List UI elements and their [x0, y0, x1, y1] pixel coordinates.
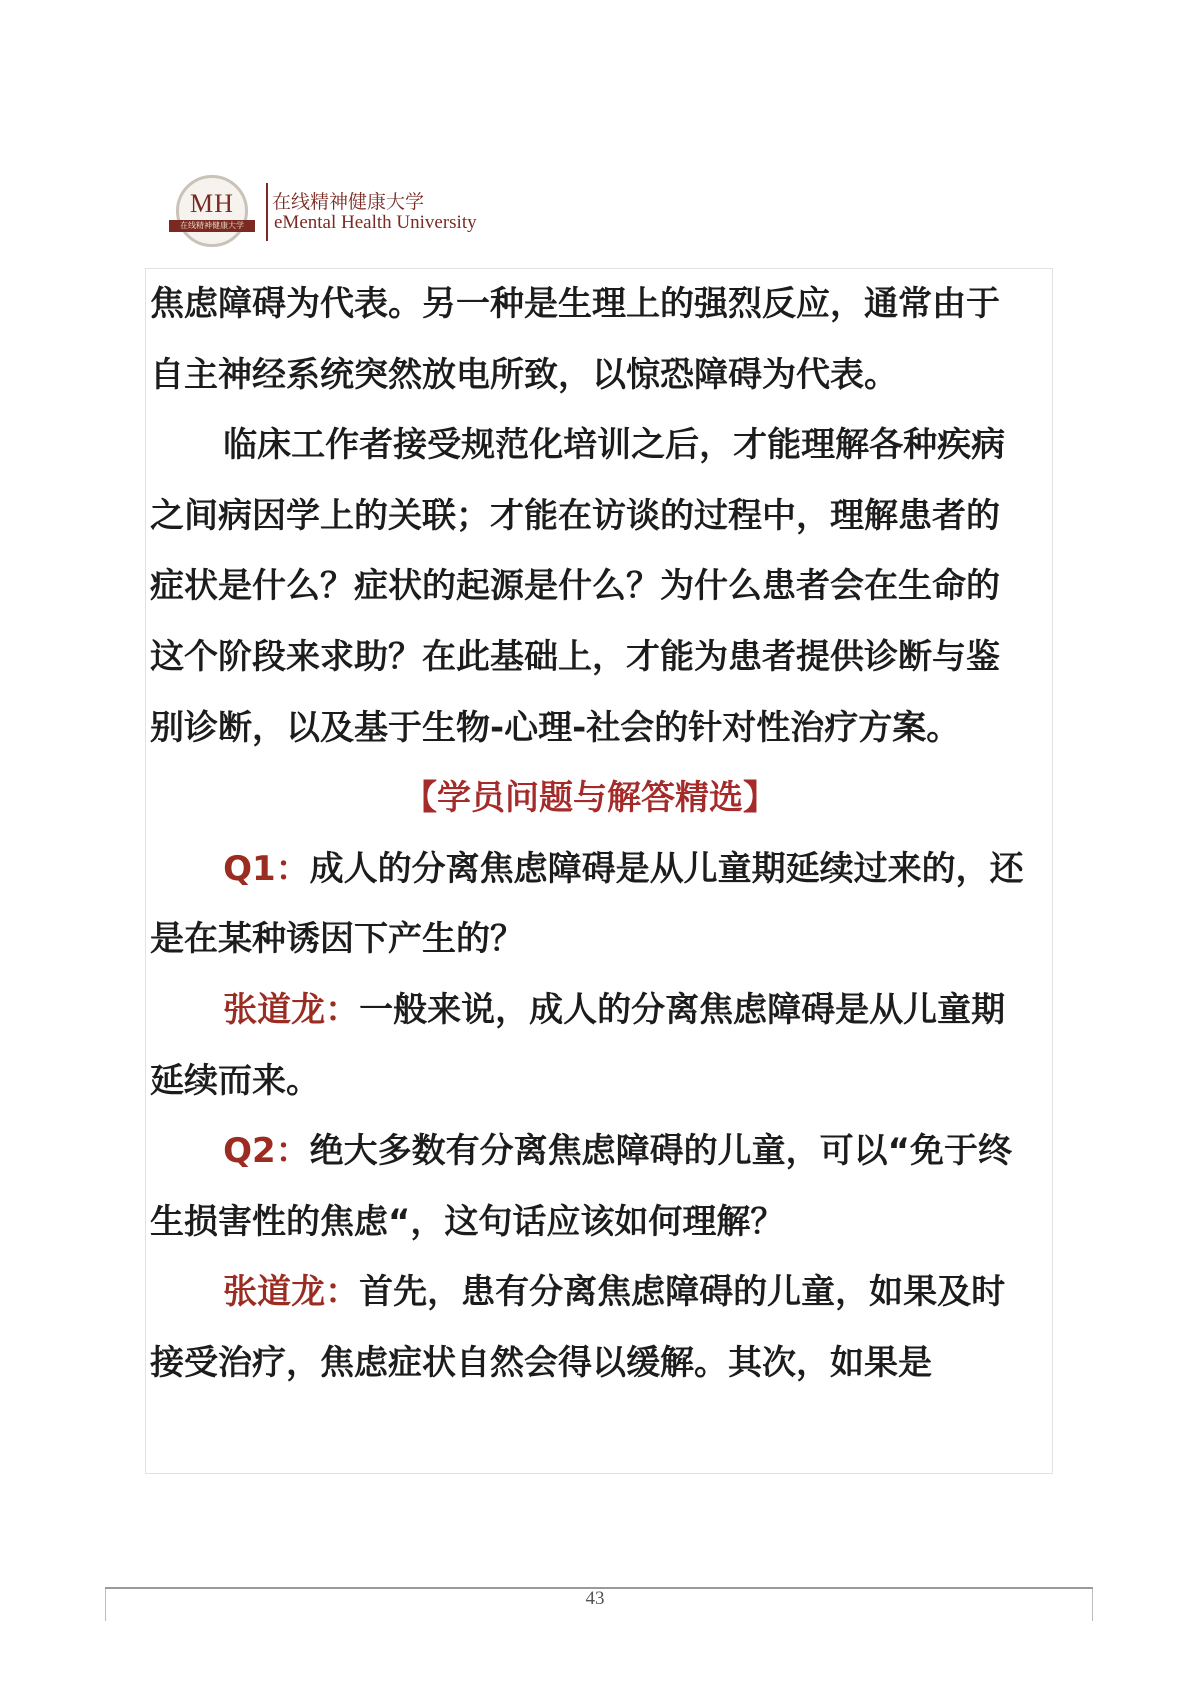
- page-content-frame: [145, 268, 1053, 1474]
- paragraph-continuation: 焦虑障碍为代表。另一种是生理上的强烈反应，通常由于自主神经系统突然放电所致，以惊恐障碍为代表。: [150, 284, 1000, 395]
- question-1-text: 成人的分离焦虑障碍是从儿童期延续过来的，还是在某种诱因下产生的？: [150, 848, 1024, 960]
- logo-ribbon: 在线精神健康大学: [169, 220, 255, 232]
- logo-letters: MH: [190, 189, 234, 218]
- header-title-cn: 在线精神健康大学: [272, 191, 425, 213]
- university-header: [170, 175, 530, 245]
- page-body-text: [150, 269, 1030, 1399]
- answer-2: [150, 1257, 1030, 1398]
- answer-1-label: 张道龙：: [223, 989, 360, 1030]
- university-logo-seal: [176, 175, 248, 247]
- question-1: [150, 834, 1030, 975]
- answer-1: [150, 975, 1030, 1116]
- question-2: [150, 1116, 1030, 1257]
- page-number: 43: [585, 1588, 605, 1609]
- section-title: 【学员问题与解答精选】: [403, 778, 777, 819]
- question-2-text: 绝大多数有分离焦虑障碍的儿童，可以“免于终生损害性的焦虑“，这句话应该如何理解？: [150, 1131, 1013, 1242]
- question-1-label: Q1：: [223, 848, 310, 889]
- answer-2-text: 首先，患有分离焦虑障碍的儿童，如果及时接受治疗，焦虑症状自然会得以缓解。其次，如果是: [150, 1272, 1006, 1383]
- header-divider: [266, 183, 268, 241]
- header-title-en: eMental Health University: [274, 212, 477, 233]
- answer-2-label: 张道龙：: [223, 1272, 360, 1313]
- paragraph-clinical-training: 临床工作者接受规范化培训之后，才能理解各种疾病之间病因学上的关联；才能在访谈的过程中，理解患者的症状是什么？症状的起源是什么？为什么患者会在生命的这个阶段来求助？在此基础上，才能为患者提供诊断与鉴别诊断，以及基于生物-心理-社会的针对性治疗方案。: [150, 425, 1006, 748]
- answer-1-text: 一般来说，成人的分离焦虑障碍是从儿童期延续而来。: [150, 989, 1006, 1101]
- question-2-label: Q2：: [223, 1131, 310, 1172]
